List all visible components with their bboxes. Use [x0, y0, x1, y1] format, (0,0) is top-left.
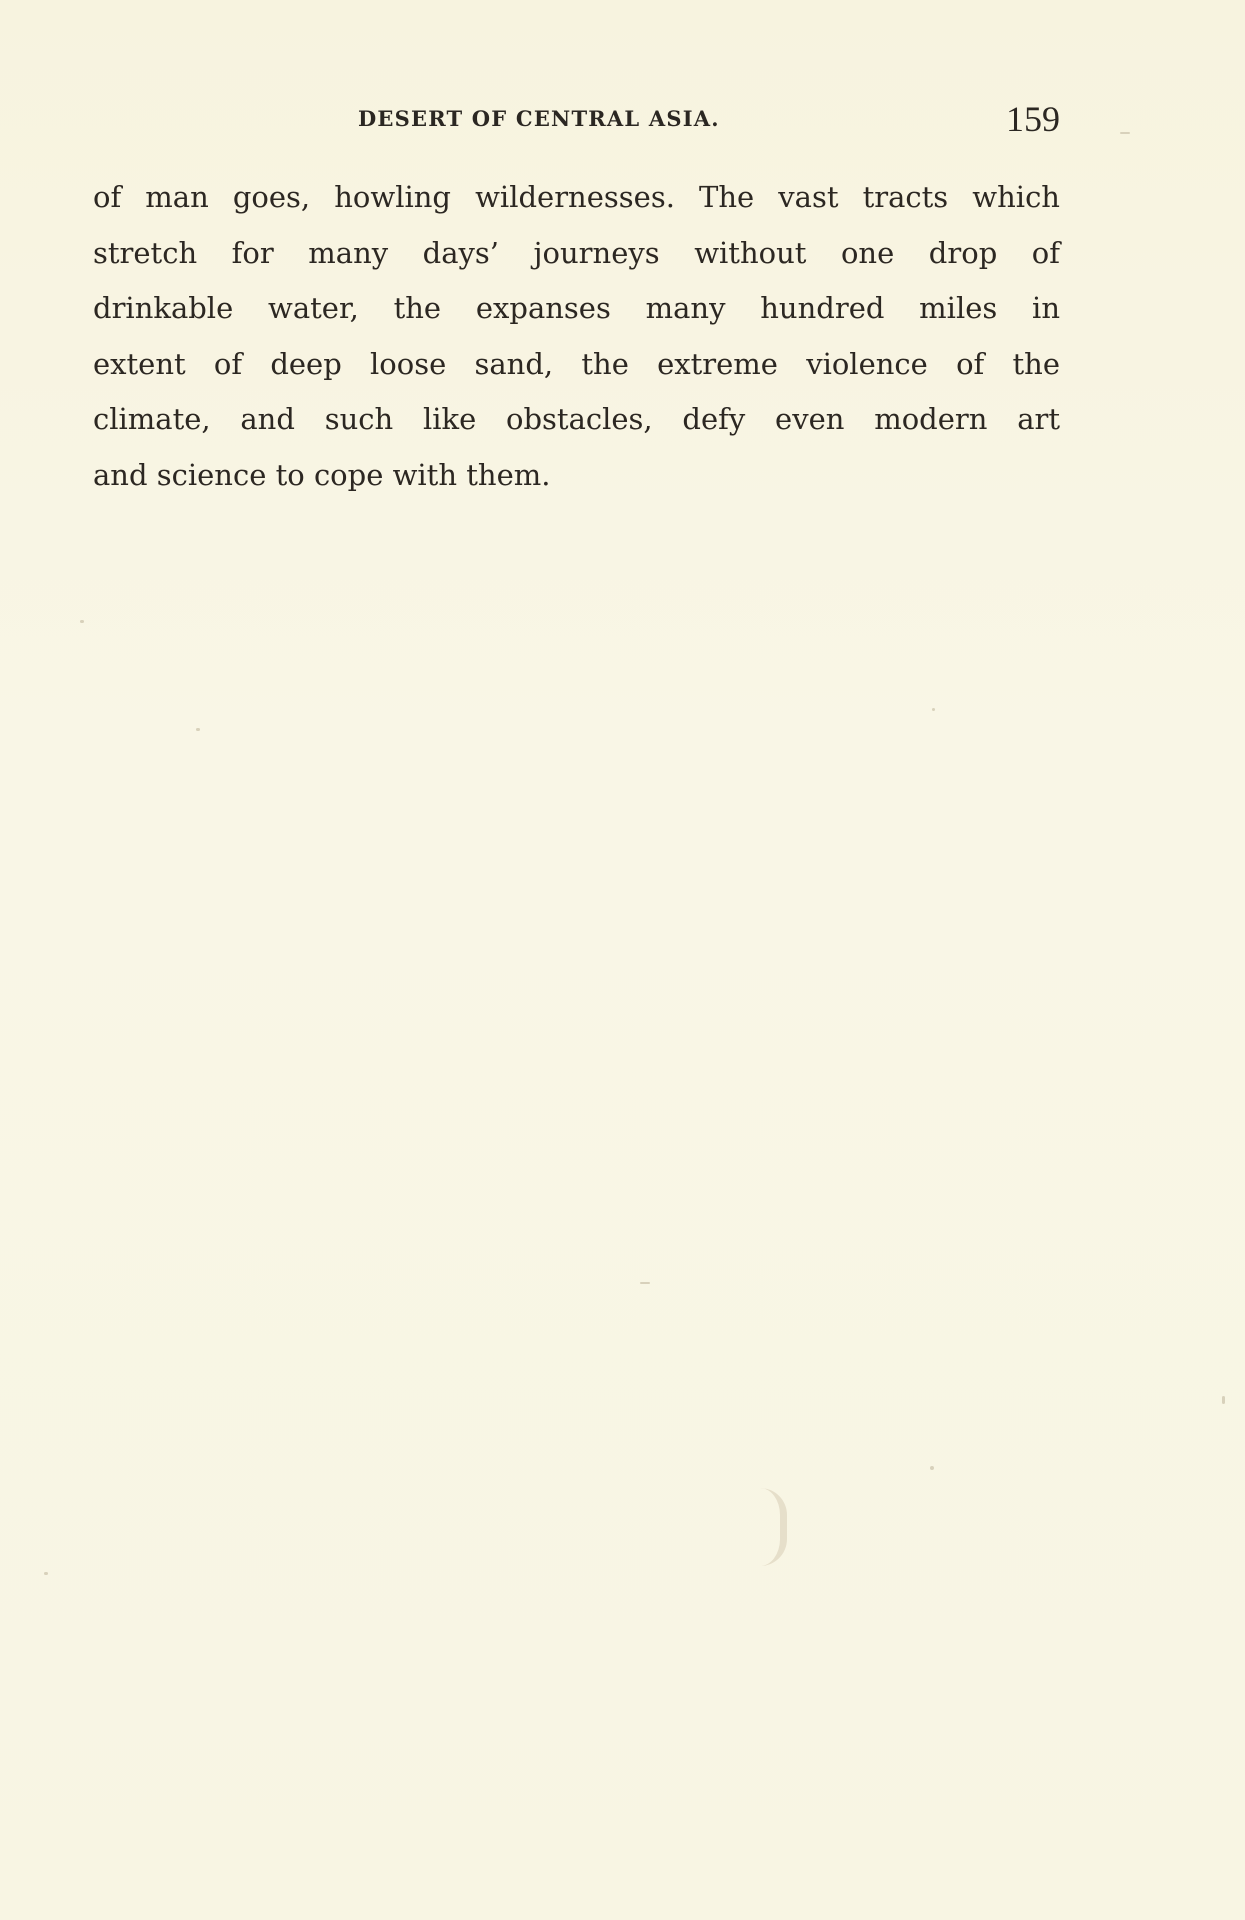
text-line: and science to cope with them.	[93, 457, 551, 492]
paper-speck	[1222, 1396, 1225, 1404]
paper-speck	[930, 1466, 934, 1470]
running-title: DESERT OF CENTRAL ASIA.	[358, 106, 720, 131]
body-paragraph	[93, 170, 1060, 503]
paper-speck	[640, 1282, 650, 1284]
ink-mark	[760, 1488, 787, 1566]
text-line: extent of deep loose sand, the extreme violence of the	[93, 346, 1060, 381]
running-head	[93, 100, 1060, 140]
page-number: 159	[1006, 99, 1060, 139]
paper-speck	[1120, 132, 1130, 134]
text-line: stretch for many days’ journeys without one drop of	[93, 235, 1060, 270]
paper-speck	[80, 620, 84, 623]
paper-speck	[44, 1572, 48, 1575]
text-line: of man goes, howling wildernesses. The vast tracts which	[93, 180, 1060, 214]
text-line: drinkable water, the expanses many hundred miles in	[93, 291, 1060, 325]
paper-speck	[932, 708, 935, 711]
text-line: climate, and such like obstacles, defy even modern art	[93, 402, 1060, 436]
paper-speck	[196, 728, 200, 731]
